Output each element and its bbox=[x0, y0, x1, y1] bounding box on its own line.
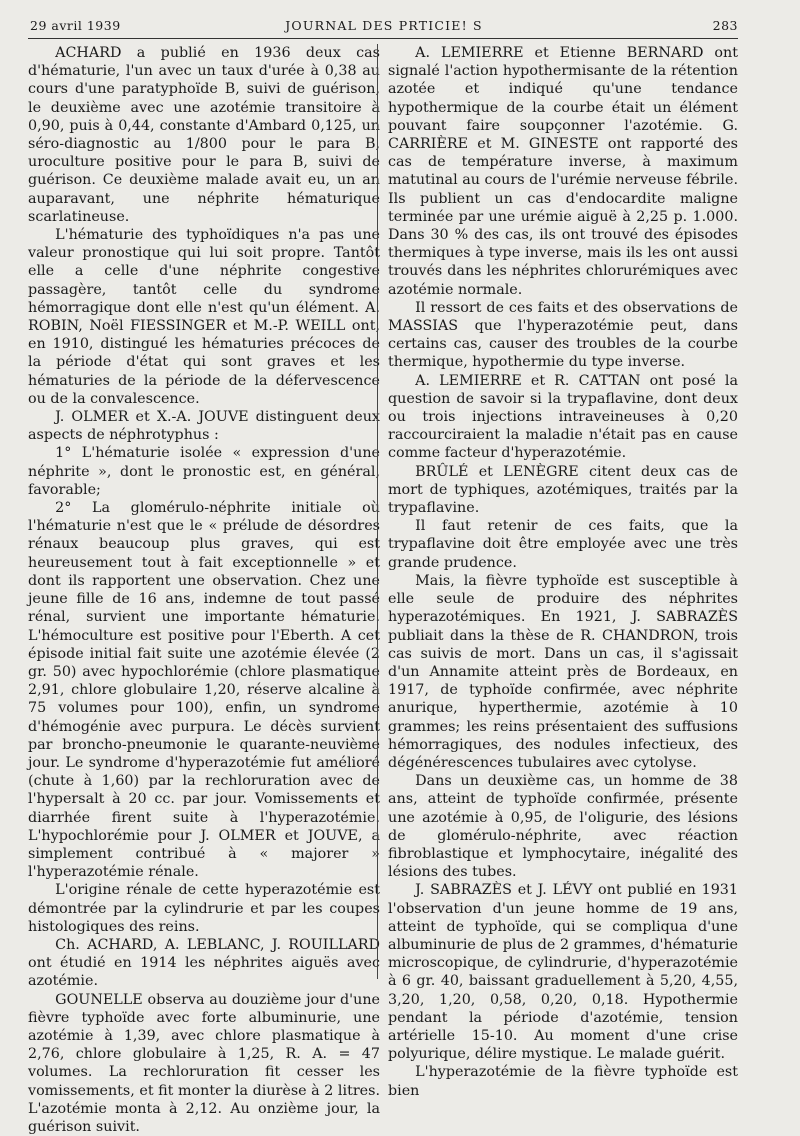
paragraph: GOUNELLE observa au douzième jour d'une fièvre typhoïde avec forte albuminurie, une azotémie à 1,39, avec chlore plasmatique à 2,76, chlore globulaire à 1,25, R. A. = 47 volumes. La rechloruration fit cesser les vomissements, et fit monter la diurèse à 2 litres. L'azotémie monta à 2,12. Au onzième jour, la guérison suivit. bbox=[28, 991, 380, 1135]
left-column bbox=[28, 44, 380, 1136]
paragraph: Mais, la fièvre typhoïde est susceptible à elle seule de produire des néphrites hyperazotémiques. En 1921, J. SABRAZÈS publiait dans la thèse de R. CHANDRON, trois cas suivis de mort. Dans un cas, il s'agissait d'un Annamite atteint près de Bordeaux, en 1917, de typhoïde confirmée, avec néphrite anurique, hyperthermie, azotémie à 10 grammes; les reins présentaient des suffusions hémorragiques, des nodules infectieux, des dégénérescences tubulaires avec cytolyse. bbox=[388, 572, 738, 771]
paragraph: L'hyperazotémie de la fièvre typhoïde est bien bbox=[388, 1064, 738, 1099]
paragraph: Dans un deuxième cas, un homme de 38 ans, atteint de typhoïde confirmée, présente une azotémie à 0,95, de l'oligurie, des lésions de glomérulo-néphrite, avec réaction fibroblastique et lymphocytaire, inégalité des lésions des tubes. bbox=[388, 773, 738, 881]
paragraph: 2° La glomérulo-néphrite initiale où l'hématurie n'est que le « prélude de désordres rénaux beaucoup plus graves, qui est heureusement tout à fait exceptionnelle » et dont ils rapportent une observation. Chez une jeune fille de 16 ans, indemne de tout passé rénal, survient une importante hématurie. L'hémoculture est positive pour l'Eberth. A cet épisode initial fait suite une azotémie élevée (2 gr. 50) avec hypochlorémie (chlore plasmatique 2,91, chlore globulaire 1,20, réserve alcaline à 75 volumes pour 100), enfin, un syndrome d'hémogénie avec purpura. Le décès survient par broncho-pneumonie le quarante-neuvième jour. Le syndrome d'hyperazotémie fut amélioré (chute à 1,60) par la rechloruration avec de l'hypersalt à 20 cc. par jour. Vomissements et diarrhée firent suite à l'hyperazotémie. L'hypochlorémie pour J. OLMER et JOUVE, a simplement contribué à « majorer » l'hyperazotémie rénale. bbox=[28, 500, 380, 881]
paragraph: J. SABRAZÈS et J. LÉVY ont publié en 1931 l'observation d'un jeune homme de 19 ans, atteint de typhoïde, qui se compliqua d'une albuminurie de plus de 2 grammes, d'hématurie microscopique, de cylindrurie, d'hyperazotémie à 6 gr. 40, baissant graduellement à 5,20, 4,55, 3,20, 1,20, 0,58, 0,20, 0,18. Hypothermie pendant la période d'azotémie, tension artérielle 15-10. Au moment d'une crise polyurique, délire mystique. Le malade guérit. bbox=[388, 882, 738, 1063]
paragraph: A. LEMIERRE et Etienne BERNARD ont signalé l'action hypothermisante de la rétention azotée et indiqué qu'une tendance hypothermique de la courbe était un élément pouvant faire soupçonner l'azotémie. G. CARRIÈRE et M. GINESTE ont rapporté des cas de température inverse, à maximum matutinal au cours de l'urémie nerveuse fébrile. Ils publient un cas d'endocardite maligne terminée par une urémie aiguë à 2,25 p. 1.000. Dans 30 % des cas, ils ont trouvé des épisodes thermiques à type inverse, mais ils les ont aussi trouvés dans les néphrites chlorurémiques avec azotémie normale. bbox=[388, 45, 738, 298]
paragraph: Il ressort de ces faits et des observations de MASSIAS que l'hyperazotémie peut, dans certains cas, causer des troubles de la courbe thermique, hypothermie du type inverse. bbox=[388, 299, 738, 371]
paragraph: A. LEMIERRE et R. CATTAN ont posé la question de savoir si la trypaflavine, dont deux ou trois injections intraveineuses à 0,20 raccourciraient la maladie n'était pas en cause comme facteur d'hyperazotémie. bbox=[388, 372, 738, 462]
paragraph: ACHARD a publié en 1936 deux cas d'hématurie, l'un avec un taux d'urée à 0,38 au cours d'une paratyphoïde B, suivi de guérison, le deuxième avec une azotémie transitoire à 0,90, puis à 0,44, constante d'Ambard 0,125, un séro-diagnostic au 1/800 pour le para B, uroculture positive pour le para B, suivi de guérison. Ce deuxième malade avait eu, un an auparavant, une néphrite hématurique scarlatineuse. bbox=[28, 45, 380, 225]
running-header bbox=[30, 14, 738, 38]
paragraph: BRÛLÉ et LENÈGRE citent deux cas de mort de typhiques, azotémiques, traités par la trypaflavine. bbox=[388, 463, 738, 517]
paragraph: L'origine rénale de cette hyperazotémie est démontrée par la cylindrurie et par les coupes histologiques des reins. bbox=[28, 882, 380, 935]
paragraph: Il faut retenir de ces faits, que la trypaflavine doit être employée avec une très grande prudence. bbox=[388, 518, 738, 571]
paragraph: L'hématurie des typhoïdiques n'a pas une valeur pronostique qui lui soit propre. Tantôt elle a celle d'une néphrite congestive passagère, tantôt celle du syndrome hémorragique dont elle n'est qu'un élément. A. ROBIN, Noël FIESSINGER et M.-P. WEILL ont, en 1910, distingué les hématuries précoces de la période d'état qui sont graves et les hématuries de la période de la défervescence ou de la convalescence. bbox=[28, 227, 380, 407]
header-date: 29 avril 1939 bbox=[30, 18, 121, 33]
header-page-number: 283 bbox=[712, 18, 738, 33]
header-rule bbox=[28, 38, 738, 39]
paragraph: J. OLMER et X.-A. JOUVE distinguent deux aspects de néphrotyphus : bbox=[28, 409, 380, 444]
paragraph: Ch. ACHARD, A. LEBLANC, J. ROUILLARD ont étudié en 1914 les néphrites aiguës avec azotémie. bbox=[28, 936, 380, 990]
paragraph: 1° L'hématurie isolée « expression d'une néphrite », dont le pronostic est, en général, favorable; bbox=[28, 445, 380, 498]
right-column bbox=[388, 44, 738, 1100]
header-journal-title: JOURNAL DES PRTICIE! S bbox=[285, 18, 483, 33]
column-divider bbox=[377, 44, 378, 979]
